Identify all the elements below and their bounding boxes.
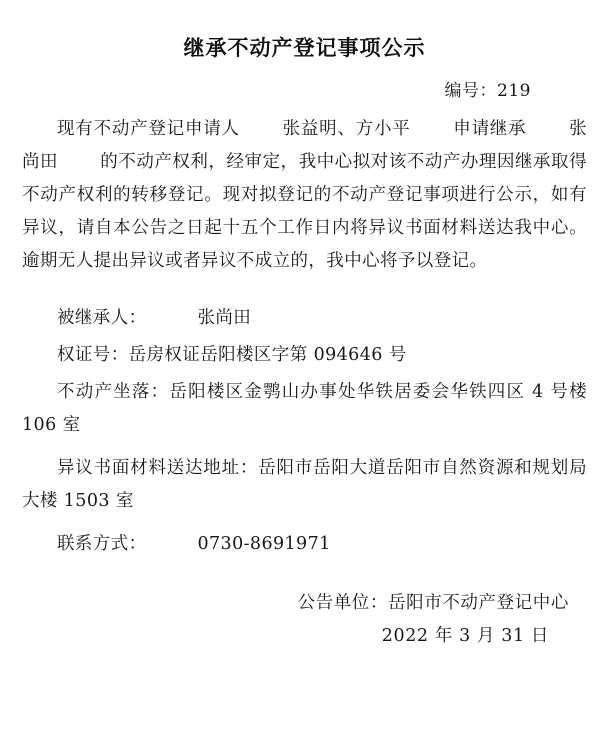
field-contact-label: 联系方式： [57, 534, 147, 554]
field-certificate [22, 339, 587, 372]
document-number-value: 219 [497, 81, 531, 101]
field-decedent-label: 被继承人： [57, 308, 147, 328]
signature-label: 公告单位： [297, 593, 388, 613]
spacer-block-1 [22, 284, 587, 290]
signature-unit: 岳阳市不动产登记中心 [388, 593, 569, 613]
field-location [22, 376, 587, 442]
document-number [22, 76, 587, 101]
field-certificate-label: 权证号： [57, 345, 129, 365]
signature-date: 2022 年 3 月 31 日 [381, 626, 549, 646]
field-decedent [22, 302, 587, 335]
document-number-label: 编号： [444, 81, 498, 101]
paragraph-rest: 的不动产权利，经审定，我中心拟对该不动产办理因继承取得不动产权利的转移登记。现对拟登记的不动产登记事项进行公示，如有异议，请自本公告之日起十五个工作日内将异议书面材料送达我中心。逾期无人提出异议或者异议不成立的，我中心将予以登记。 [22, 152, 587, 271]
paragraph-lead: 现有不动产登记申请人 [57, 119, 240, 139]
applicant-names: 张益明、方小平 [282, 119, 411, 139]
field-location-value: 岳阳楼区金鹗山办事处华铁居委会华铁四区 4 号楼 106 室 [22, 382, 588, 435]
signature-block [22, 587, 587, 620]
main-paragraph [22, 113, 587, 278]
field-objection-address-value: 岳阳市岳阳大道岳阳市自然资源和规划局大楼 1503 室 [22, 458, 587, 511]
field-location-label: 不动产坐落： [57, 382, 170, 402]
field-contact [22, 528, 587, 561]
field-objection-address [22, 452, 587, 518]
field-certificate-value: 岳房权证岳阳楼区字第 094646 号 [128, 345, 407, 365]
paragraph-mid: 申请继承 [453, 119, 527, 139]
decedent-name-inline: 张尚田 [22, 119, 588, 172]
field-objection-address-label: 异议书面材料送达地址： [57, 458, 259, 478]
field-contact-value: 0730-8691971 [197, 534, 331, 554]
field-decedent-value: 张尚田 [197, 308, 252, 328]
page-title: 继承不动产登记事项公示 [183, 35, 426, 60]
field-list [22, 302, 587, 561]
